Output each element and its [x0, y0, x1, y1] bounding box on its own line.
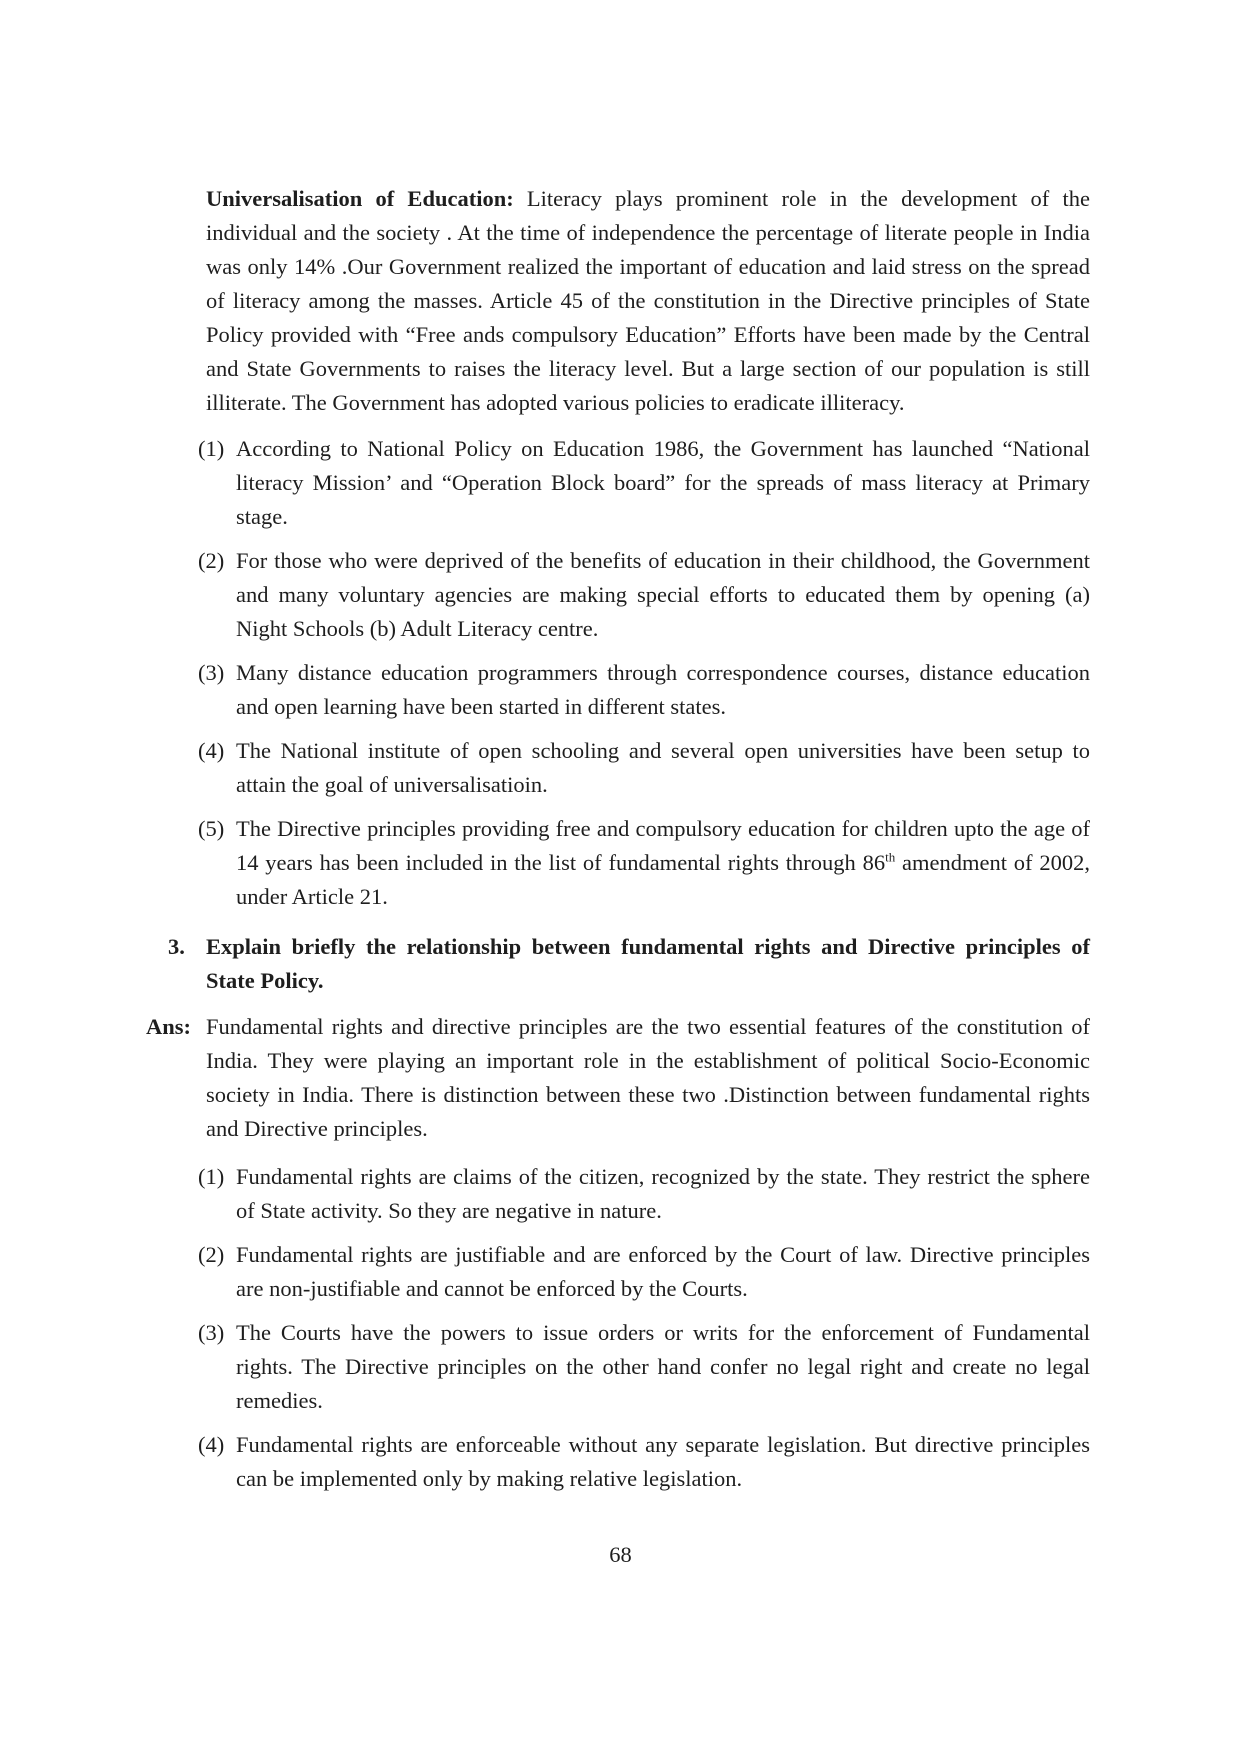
list-item-number: (1): [198, 1164, 225, 1189]
intro-heading: Universalisation of Education:: [206, 186, 514, 211]
list-item: [198, 1316, 1090, 1418]
list-item-text: Fundamental rights are justifiable and are enforced by the Court of law. Directive principles are non-justifiable and cannot be enforced by the Courts.: [236, 1242, 1090, 1301]
list-item-text: Many distance education programmers through correspondence courses, distance education and open learning have been started in different states.: [236, 660, 1090, 719]
answer-block: [146, 1010, 1090, 1146]
list-item-number: (5): [198, 816, 225, 841]
list-item-number: (2): [198, 548, 225, 573]
list-item: [198, 1428, 1090, 1496]
question-3: [168, 930, 1090, 998]
universalisation-list: [198, 432, 1090, 924]
list-item-number: (4): [198, 1432, 225, 1457]
list-item-text-before: The Directive principles providing free and compulsory education for children upto the age of 14 years has been included in the list of fundamental rights through 86: [236, 816, 1090, 875]
list-item-text-after: amendment of 2002, under Article 21.: [236, 850, 1090, 909]
list-item-number: (4): [198, 738, 225, 763]
intro-text: Literacy plays prominent role in the development of the individual and the society . At the time of independence the percentage of literate people in India was only 14% .Our Government realized the important of education and laid stress on the spread of literacy among the masses. Article 45 of the constitution in the Directive principles of State Policy provided with “Free ands compulsory Education” Efforts have been made by the Central and State Governments to raises the literacy level. But a large section of our population is still illiterate. The Government has adopted various policies to eradicate illiteracy.: [206, 186, 1091, 415]
question-text: Explain briefly the relationship between fundamental rights and Directive principles of State Policy.: [206, 934, 1090, 993]
answer-label: Ans:: [146, 1014, 192, 1039]
list-item-number: (3): [198, 1320, 225, 1345]
list-item: [198, 1238, 1090, 1306]
list-item-text: The Courts have the powers to issue orders or writs for the enforcement of Fundamental rights. The Directive principles on the other hand confer no legal right and create no legal remedies.: [236, 1320, 1090, 1413]
list-item-text: The National institute of open schooling and several open universities have been setup to attain the goal of universalisatioin.: [236, 738, 1090, 797]
list-item: [198, 1160, 1090, 1228]
list-item-text: Fundamental rights are enforceable without any separate legislation. But directive principles can be implemented only by making relative legislation.: [236, 1432, 1090, 1491]
ordinal-suffix: th: [885, 849, 896, 865]
list-item-number: (1): [198, 436, 225, 461]
list-item: [198, 656, 1090, 724]
list-item: [198, 734, 1090, 802]
list-item-text: Fundamental rights are claims of the citizen, recognized by the state. They restrict the sphere of State activity. So they are negative in nature.: [236, 1164, 1090, 1223]
list-item-number: (3): [198, 660, 225, 685]
list-item: [198, 812, 1090, 914]
page-number: 68: [609, 1542, 632, 1567]
list-item-number: (2): [198, 1242, 225, 1267]
list-item: [198, 544, 1090, 646]
list-item-text: For those who were deprived of the benefits of education in their childhood, the Government and many voluntary agencies are making special efforts to educated them by opening (a) Night Schools (b) Adult Literacy centre.: [236, 548, 1090, 641]
question-number: 3.: [168, 934, 185, 959]
intro-paragraph: [206, 182, 1090, 420]
list-item: [198, 432, 1090, 534]
answer-text: Fundamental rights and directive principles are the two essential features of the constitution of India. They were playing an important role in the establishment of political Socio-Economic society in India. There is distinction between these two .Distinction between fundamental rights and Directive principles.: [206, 1014, 1090, 1141]
distinction-list: [198, 1160, 1090, 1506]
list-item-text: According to National Policy on Education 1986, the Government has launched “National literacy Mission’ and “Operation Block board” for the spreads of mass literacy at Primary stage.: [236, 436, 1090, 529]
